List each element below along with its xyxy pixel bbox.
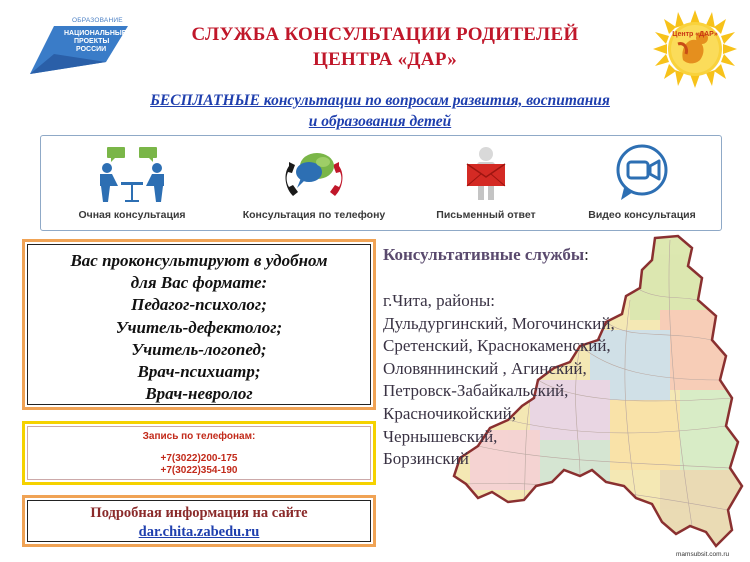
logo-line-1: НАЦИОНАЛЬНЫЕ — [64, 30, 127, 37]
person-with-envelope-icon — [443, 144, 529, 204]
service-label: Видео консультация — [588, 209, 696, 221]
consult-services-title — [383, 245, 589, 265]
title-colon: : — [584, 245, 589, 264]
service-written — [411, 136, 561, 230]
specialists-list — [27, 244, 371, 405]
page-title — [150, 22, 620, 72]
specialist-item: Врач-психиатр; — [137, 362, 261, 382]
logo-line-2: ПРОЕКТЫ — [74, 38, 110, 45]
service-label: Консультация по телефону — [242, 209, 386, 221]
page-subtitle — [80, 90, 680, 132]
specialist-item: Педагог-психолог; — [131, 295, 267, 315]
service-video — [567, 136, 717, 230]
title-line-1: СЛУЖБА КОНСУЛЬТАЦИИ РОДИТЕЛЕЙ — [191, 24, 579, 45]
logo-line-3: РОССИИ — [76, 46, 107, 53]
website-label: Подробная информация на сайте — [90, 505, 308, 521]
website-link[interactable]: dar.chita.zabedu.ru — [138, 524, 260, 540]
dar-center-logo — [650, 8, 740, 90]
website-box-inner — [27, 500, 371, 542]
dar-logo-text: Центр «ДАР» — [672, 31, 718, 38]
consult-services-title-text: Консультативные службы — [383, 245, 585, 264]
service-label: Письменный ответ — [436, 209, 536, 221]
logo-top-text: ОБРАЗОВАНИЕ — [72, 17, 123, 24]
specialist-item: Врач-невролог — [145, 384, 253, 404]
phone-box-inner — [27, 426, 371, 480]
subtitle-line-2: и образования детей — [308, 113, 452, 130]
watermark: mamsubsit.com.ru — [676, 551, 730, 558]
sun-logo-icon — [650, 8, 740, 90]
service-phone — [219, 136, 409, 230]
specialists-line: Вас проконсультируют в удобном — [70, 251, 328, 270]
phone-spacer — [28, 443, 370, 453]
video-camera-bubble-icon — [599, 144, 685, 204]
phone-number[interactable]: +7(3022)354-190 — [160, 465, 238, 476]
national-projects-logo — [24, 14, 136, 76]
specialist-item: Учитель-логопед; — [131, 339, 267, 359]
consult-services-districts: г.Чита, районы: Дульдургинский, Могочинский, Сретенский, Краснокаменский, Оловяннинский , Агинский, Петровск-Забайкальский, Красночикойский, Чернышевский, Борзинский — [383, 291, 615, 469]
phone-number[interactable]: +7(3022)200-175 — [160, 453, 238, 464]
service-in-person — [47, 136, 217, 230]
phone-registration-box — [22, 421, 376, 485]
consultation-formats-panel — [40, 135, 722, 231]
title-line-2: ЦЕНТРА «ДАР» — [312, 49, 458, 70]
website-info-box — [22, 495, 376, 547]
specialists-line: для Вас формате: — [130, 273, 268, 293]
specialist-item: Учитель-дефектолог; — [115, 317, 283, 337]
phones-speech-icon — [271, 144, 357, 204]
people-meeting-icon — [89, 144, 175, 204]
phone-label: Запись по телефонам: — [142, 431, 256, 442]
subtitle-line-1: БЕСПЛАТНЫЕ консультации по вопросам развития, воспитания — [150, 92, 610, 109]
specialists-box — [22, 239, 376, 410]
service-label: Очная консультация — [78, 209, 186, 221]
